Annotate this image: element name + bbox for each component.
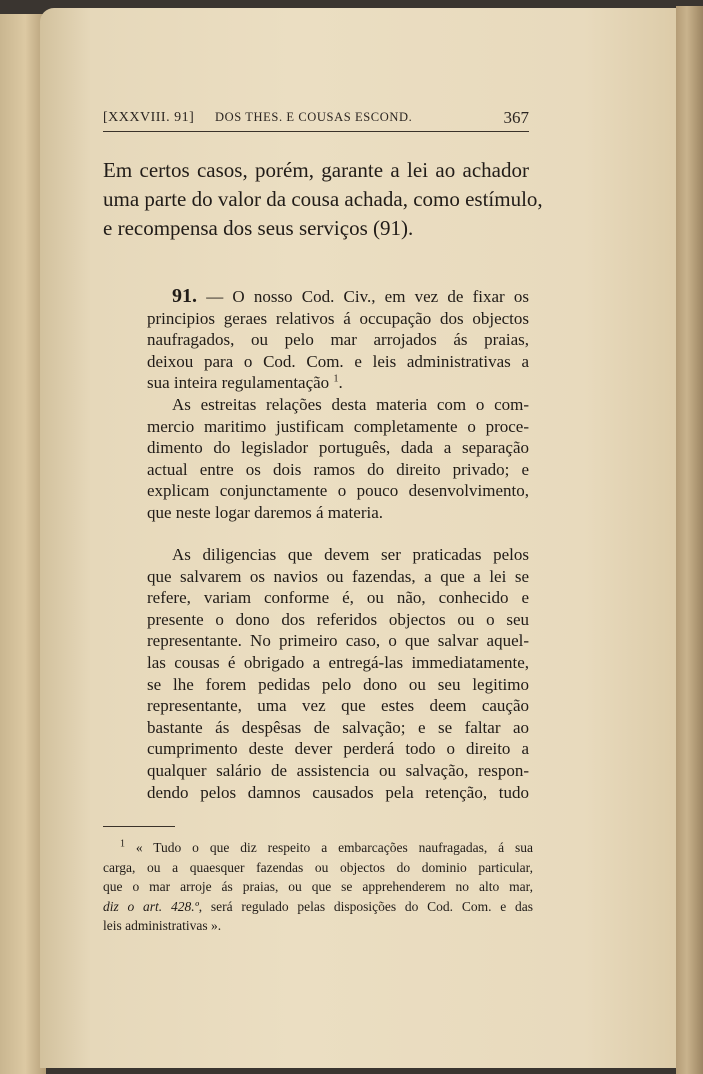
header-section-ref: [XXXVIII. 91] [103, 110, 195, 125]
text-span: , será regulado pelas disposições do Cod. Com. e das [198, 898, 533, 914]
text-line: que salvarem os navios ou fazendas, a que a lei se [147, 566, 529, 586]
text-line: uma parte do valor da cousa achada, como estímulo, [103, 187, 543, 211]
text-line: que o mar arroje ás praias, ou que se apprehenderem no alto mar, [103, 879, 533, 894]
header-title: DOS THES. E COUSAS ESCOND. [215, 110, 413, 124]
text-span: « Tudo o que diz respeito a embarcações naufragadas, á sua [135, 840, 533, 855]
italic-citation: diz o art. 428.º [103, 898, 199, 914]
text-line: dimento do legislador português, dada a separação [147, 438, 529, 458]
text-line [103, 838, 533, 858]
text-line: carga, ou a quaesquer fazendas ou objectos do dominio particular, [103, 859, 533, 875]
text-line: que neste logar daremos á materia. [147, 502, 384, 522]
text-line [147, 286, 529, 308]
section-number: 91. [172, 285, 197, 307]
diligence-paragraph [147, 544, 529, 803]
text-line: Em certos casos, porém, garante a lei ao achador [103, 158, 529, 182]
text-line: As estreitas relações desta materia com o com- [172, 394, 529, 414]
text-line: se lhe forem pedidas pelo dono ou seu legitimo [147, 674, 529, 694]
text-line: refere, variam conforme é, ou não, conhecido e [147, 588, 529, 608]
text-line: naufragados, ou pelo mar arrojados ás praias, [147, 330, 529, 350]
text-line: principios geraes relativos á occupação dos objectos [147, 308, 529, 328]
text-line: cumprimento deste dever perderá todo o direito a [147, 739, 529, 759]
text-line: representante. No primeiro caso, o que salvar aquel- [147, 631, 529, 651]
text-line: deixou para o Cod. Com. e leis administrativas a [147, 351, 529, 371]
text-line: representante, uma vez que estes deem caução [147, 696, 529, 716]
text-line: sua inteira regulamentação $^1$. [147, 373, 343, 393]
footnote-rule [103, 826, 175, 827]
text-span: sua inteira regulamentação [147, 373, 330, 393]
footnote [103, 838, 533, 936]
text-line: mercio maritimo justificam completamente o proce- [147, 416, 529, 436]
running-header [103, 108, 529, 128]
header-rule [103, 131, 529, 132]
section-91 [147, 286, 529, 524]
text-line: dendo pelos damnos causados pela retenção, tudo [147, 782, 529, 802]
text-line [103, 897, 533, 917]
text-line: actual entre os dois ramos do direito privado; e [147, 459, 529, 479]
intro-paragraph [103, 156, 543, 243]
text-line: explicam conjunctamente o pouco desenvolvimento, [147, 481, 529, 501]
text-line: e recompensa dos seus serviços (91). [103, 216, 414, 240]
page-number: 367 [503, 108, 529, 127]
text-line: bastante ás despêsas de salvação; e se faltar ao [147, 717, 529, 737]
text-line: As diligencias que devem ser praticadas pelos [172, 545, 529, 564]
text-line: qualquer salário de assistencia ou salvação, respon- [147, 760, 529, 780]
right-page-edge [676, 6, 703, 1074]
text-line: leis administrativas ». [103, 918, 222, 933]
text-line: presente o dono dos referidos objectos ou o seu [147, 609, 529, 629]
text-line: las cousas é obrigado a entregá-las immediatamente, [147, 652, 529, 672]
footnote-reference[interactable]: 1 [333, 373, 339, 385]
footnote-marker: 1 [120, 838, 125, 850]
text-span: — O nosso Cod. Civ., em vez de fixar os [206, 287, 529, 306]
